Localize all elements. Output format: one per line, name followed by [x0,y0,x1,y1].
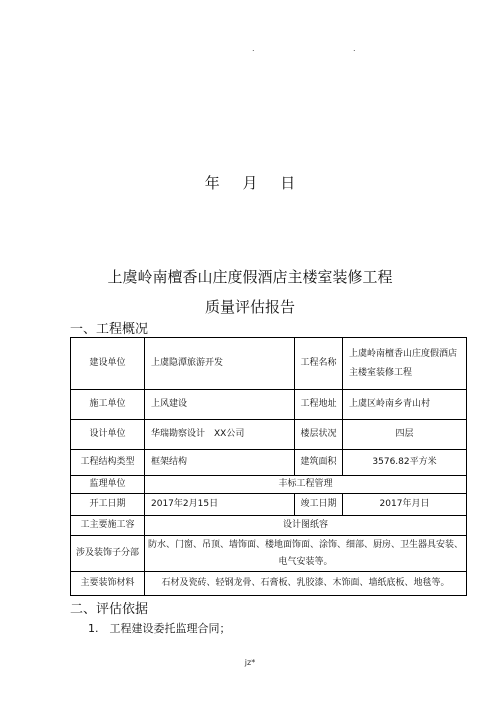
table-label: 工程名称 [295,338,343,390]
table-value: 石材及瓷砖、轻钢龙骨、石膏板、乳胶漆、木饰面、墙纸底板、地毯等。 [145,572,467,596]
table-value: 四层 [343,420,467,450]
table-value: 2017年月日 [343,494,467,516]
table-label: 施工单位 [71,390,145,420]
section-heading-basis: 二、评估依据 [70,602,149,617]
project-name-line1: 上虞岭南檀香山庄度假酒店 [349,349,458,360]
table-label: 工主要施工容 [71,516,145,536]
table-row [71,516,467,536]
date-month: 月 [242,174,258,192]
table-value: 上风建设 [145,390,295,420]
table-row [71,476,467,494]
table-row [71,338,467,390]
table-value: 华瑞勘察设计 XX公司 [145,420,295,450]
date-year: 年 [204,174,220,192]
section-heading-overview: 一、工程概况 [70,322,149,337]
table-value [343,338,467,390]
table-row [71,390,467,420]
table-value: 设计图纸容 [145,516,467,536]
table-row [71,420,467,450]
basis-item: 1. 工程建设委托监理合同； [88,622,231,635]
table-label: 开工日期 [71,494,145,516]
date-line [0,172,500,193]
table-value [145,536,467,572]
table-value: 3576.82平方米 [343,450,467,476]
table-value: 2017年2月15日 [145,494,295,516]
table-label: 监理单位 [71,476,145,494]
subitems-line1: 防水、门窗、吊顶、墙饰面、楼地面饰面、涂饰、细部、厨房、卫生器具安装、 [147,540,463,551]
table-label: 工程地址 [295,390,343,420]
header-dot: . [353,44,356,53]
table-value: 框架结构 [145,450,295,476]
table-row [71,450,467,476]
document-subtitle: 质量评估报告 [204,298,295,316]
table-label: 建筑面积 [295,450,343,476]
project-name-line2: 主楼室装修工程 [349,367,413,378]
table-label: 主要装饰材料 [71,572,145,596]
project-overview-table [70,337,467,596]
document-title: 上虞岭南檀香山庄度假酒店主楼室装修工程 [107,268,393,286]
table-value: 丰标工程管理 [145,476,467,494]
header-dot: . [252,44,255,53]
table-value: 上虞隐潭旅游开发 [145,338,295,390]
table-value: 上虞区岭南乡青山村 [343,390,467,420]
table-label: 涉及装饰子分部 [71,536,145,572]
date-day: 日 [280,174,296,192]
table-label: 竣工日期 [295,494,343,516]
table-row [71,536,467,572]
table-label: 楼层状况 [295,420,343,450]
table-label: 建设单位 [71,338,145,390]
table-label: 工程结构类型 [71,450,145,476]
table-row [71,572,467,596]
table-row [71,494,467,516]
table-label: 设计单位 [71,420,145,450]
page-footer: jz* [244,658,256,667]
subitems-line2: 电气安装等。 [278,556,333,567]
